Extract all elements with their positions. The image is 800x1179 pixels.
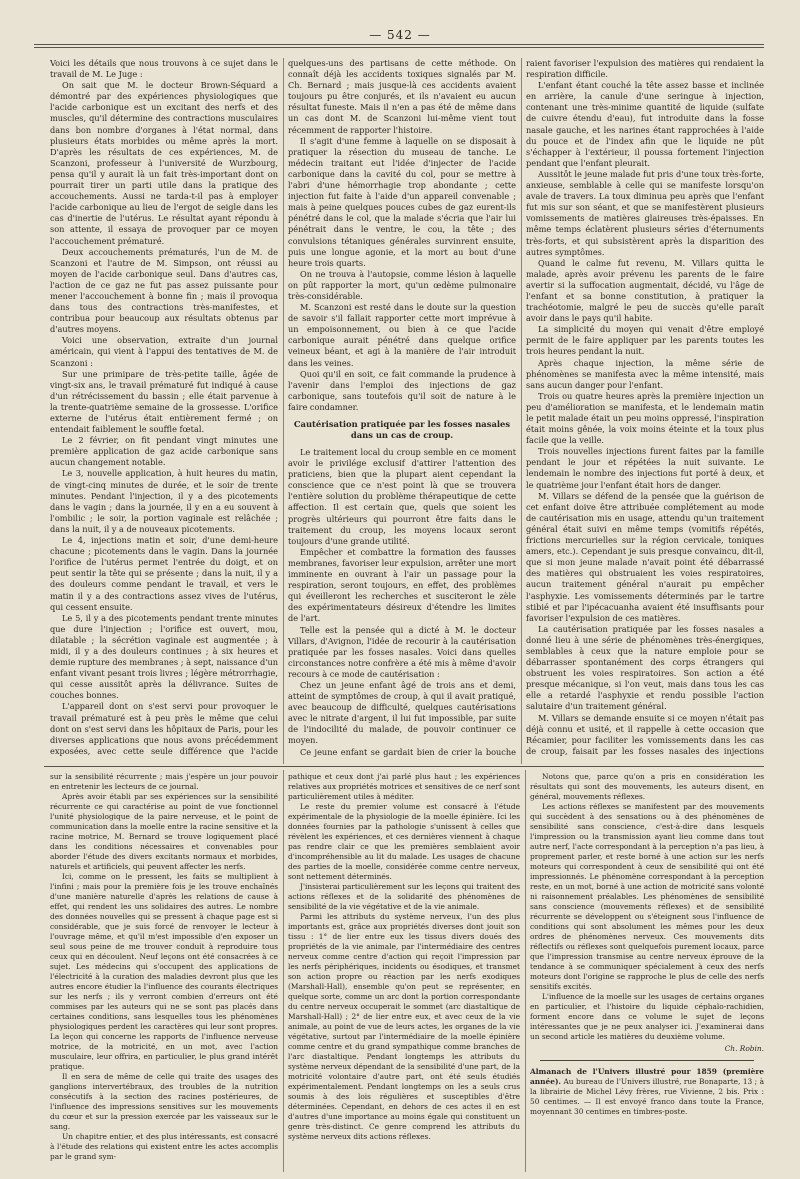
paragraph: quelques-uns des partisans de cette méthode. On connaît déjà les accidents toxiques signalés par M. Ch. Bernard ; mais jusque-là ces accidents avaient toujours pu être conjurés, et ils n'avaient eu aucun résultat funeste. Mais il n'en a pas été de même dans un cas dont M. de Scanzoni lui-même vient tout récemment de rapporter l'histoire.	[288, 58, 516, 135]
author-signature: Ch. Robin.	[724, 1044, 764, 1053]
column-divider	[521, 58, 522, 764]
paragraph: Trois ou quatre heures après la première injection un peu d'amélioration se manifesta, et le lendemain matin le petit malade était un peu moins oppressé, l'inspiration était moins gênée, la voix moins éteinte et la toux plus facile que la veille.	[526, 390, 764, 446]
feuilleton-rule	[44, 766, 764, 767]
column-6	[530, 772, 764, 1172]
paragraph: Le 5, il y a des picotements pendant trente minutes que dure l'injection ; l'orifice est ouvert, mou, dilatable ; la sécrétion vaginale est augmentée ; à midi, il y a des douleurs continues ; à six heures et demie rupture des membranes ; à sept, naissance d'un enfant vivant pesant trois livres ; légère métrorrhagie, qui cesse aussitôt après la délivrance. Suites de couches bonnes.	[50, 612, 278, 701]
paragraph: J'insisterai particulièrement sur les leçons qui traitent des actions réflexes et de la solidarité des phénomènes de sensibilité de la vie végétative et de la vie animale.	[288, 882, 520, 911]
paragraph: Après chaque injection, la même série de phénomènes se manifesta avec la même intensité, mais sans aucun danger pour l'enfant.	[526, 357, 764, 390]
paragraph: Le 3, nouvelle application, à huit heures du matin, de vingt-cinq minutes de durée, et le soir de trente minutes. Pendant l'injection, il y a des picotements dans le vagin ; dans la journée, il y en a eu souvent à l'ombilic ; le soir, la portion vaginale est relâchée ; dans la nuit, il y a de nouveaux picotements.	[50, 468, 278, 534]
paragraph: Après avoir établi par ses expériences sur la sensibilité récurrente ce qui caractérise au point de vue fonctionnel l'unité physiologique de la paire nerveuse, et le point de communication dans la moelle entre la racine sensitive et la racine motrice, M. Bernard se trouve logiquement placé dans les conditions nécessaires et convenables pour aborder l'étude des divers excitants normaux et morbides, naturels et artificiels, qui peuvent affecter les nerfs.	[50, 792, 278, 871]
paragraph: Sur une primipare de très-petite taille, âgée de vingt-six ans, le travail prématuré fut indiqué à cause d'un rétrécissement du bassin ; elle était parvenue à la trente-quatrième semaine de la grossesse. L'orifice externe de l'utérus était entièrement fermé ; on entendait faiblement le souffle fœtal.	[50, 368, 278, 435]
paragraph: raient favoriser l'expulsion des matières qui rendaient la respiration difficile.	[526, 58, 764, 80]
paragraph: Empêcher et combattre la formation des fausses membranes, favoriser leur expulsion, arrêter une mort imminente en ouvrant à l'air un passage pour la respiration, seront toujours, en effet, des problèmes qui éveilleront les recherches et susciteront le zèle des expérimentateurs désireux d'étendre les limites de l'art.	[288, 546, 516, 624]
paragraph: Deux accouchements prématurés, l'un de M. de Scanzoni et l'autre de M. Simpson, ont réussi au moyen de l'acide carbonique seul. Dans d'autres cas, l'action de ce gaz ne fut pas assez puissante pour mener l'accouchement à bonne fin ; mais il provoqua dans tous des contractions très-manifestes, et contribua pour beaucoup aux résultats obtenus par d'autres moyens.	[50, 246, 278, 335]
column-2	[288, 58, 516, 758]
paragraph: L'appareil dont on s'est servi pour provoquer le travail prématuré est à peu près le même que celui dont on s'est servi dans les hôpitaux de Paris, pour les diverses applications que nous avons précédemment exposées, avec cette seule différence que l'acide	[50, 701, 278, 756]
paragraph: Chez un jeune enfant âgé de trois ans et demi, atteint de symptômes de croup, à qui il avait pratiqué, avec beaucoup de difficulté, quelques cautérisations avec le nitrate d'argent, il lui fut impossible, par suite de l'indocilité du malade, de pouvoir continuer ce moyen.	[288, 679, 516, 746]
paragraph: Parmi les attributs du système nerveux, l'un des plus importants est, grâce aux propriétés diverses dont jouit son tissu : 1° de lier entre eux les tissus divers doués des propriétés de la vie animale, par l'intermédiaire des centres nerveux comme centre d'action qui reçoit l'impression par les nerfs périphériques, incidents ou ésodiques, et transmet son action propre ou réaction par les nerfs exodiques (Marshall-Hall), ensemble qu'on peut se représenter, en quelque sorte, comme un arc dont la portion correspondante du centre nerveux occuperait le sommet (arc diastaltique de Marshall-Hall) ; 2° de lier entre eux, et avec ceux de la vie animale, au point de vue de leurs actes, les organes de la vie végétative, surtout par l'intermédiaire de la moelle épinière comme centre et du grand sympathique comme branches de l'arc diastaltique. Pendant longtemps les attributs du système nerveux dépendant de la sensibilité d'une part, de la motricité volontaire d'autre part, ont été seuls étudiés expérimentalement. Pendant longtemps on les a seuls crus soumis à des lois régulières et susceptibles d'être déterminées. Cependant, en dehors de ces actes il en est d'autres d'une importance au moins égale qui constituent un genre très-distinct. Ce genre comprend les attributs du système nerveux dits actions réflexes.	[288, 912, 520, 1141]
paragraph: Notons que, parce qu'on a pris en considération les résultats qui sont des mouvements, les auteurs disent, en général, mouvements réflexes.	[530, 772, 764, 801]
paragraph: Le traitement local du croup semble en ce moment avoir le privilége exclusif d'attirer l'attention des praticiens, bien que la plupart aient cependant la conscience que ce n'est point là que se trouvera l'entière solution du problème thérapeutique de cette affection. Il est certain que, quels que soient les progrès ultérieurs qui pourront être faits dans le traitement du croup, les moyens locaux seront toujours d'une grande utilité.	[288, 447, 516, 546]
almanach-title: Almanach de l'Univers illustré pour 1859 (première année).	[530, 1067, 764, 1086]
paragraph: Il s'agit d'une femme à laquelle on se disposait à pratiquer la résection du museau de tanche. Le médecin traitant eut l'idée d'injecter de l'acide carbonique dans la cavité du col, pour se mettre à l'abri d'une hémorrhagie trop abondante ; cette injection fut faite à l'aide d'un appareil convenable ; mais à peine quelques pouces cubes de gaz eurent-ils pénétré dans le col, que la malade s'écria que l'air lui pénétrait dans le ventre, le cou, la tête ; des convulsions tétaniques générales survinrent ensuite, puis une longue agonie, et la mort au bout d'une heure trois quarts.	[288, 135, 516, 268]
paragraph: La cautérisation pratiquée par les fosses nasales a donné lieu à une série de phénomènes très-énergiques, semblables à ceux que la nature emploie pour se débarrasser spontanément des corps étrangers qui obstruent les voies respiratoires. Son action a été presque mécanique, si l'on veut, mais dans tous les cas elle a retardé l'asphyxie et rendu possible l'action salutaire d'un traitement général.	[526, 623, 764, 712]
paragraph: Un chapitre entier, et des plus intéressants, est consacré à l'étude des relations qui existent entre les actes accomplis par le grand sym-	[50, 1132, 278, 1161]
paragraph: Trois nouvelles injections furent faites par la famille pendant le jour et répétées la nuit suivante. Le lendemain le nombre des injections fut porté à deux, et le quatrième jour l'enfant était hors de danger.	[526, 446, 764, 490]
section-heading: Cautérisation pratiquée par les fosses nasales dans un cas de croup.	[293, 419, 511, 440]
header-rule	[34, 44, 764, 45]
paragraph: L'influence de la moelle sur les usages de certains organes en particulier, et l'histoire du liquide céphalo-rachidien, forment encore dans ce volume le sujet de leçons intéressantes que je ne peux analyser ici. J'examinerai dans un second article les matières du deuxième volume.	[530, 992, 764, 1041]
paragraph: sur la sensibilité récurrente ; mais j'espère un jour pouvoir en entretenir les lecteurs de ce journal.	[50, 772, 278, 791]
paragraph: Le 2 février, on fit pendant vingt minutes une première application de gaz acide carbonique sans aucun changement notable.	[50, 435, 278, 468]
paragraph: Voici une observation, extraite d'un journal américain, qui vient à l'appui des tentatives de M. de Scanzoni :	[50, 335, 278, 368]
page-number: — 542 —	[369, 28, 431, 42]
ornament-rule	[540, 1060, 754, 1061]
almanach-body: Au bureau de l'Univers illustré, rue Bonaparte, 13 ; à la librairie de Michel Lévy frères, rue Vivienne, 2 bis. Prix : 50 centimes. — Il est envoyé franco dans toute la France, moyennant 30 centimes en timbres-poste.	[530, 1077, 764, 1116]
paragraph: M. Scanzoni est resté dans le doute sur la question de savoir s'il fallait rapporter cette mort imprévue à un empoisonnement, ou bien à ce que l'acide carbonique aurait pénétré dans quelque orifice veineux béant, et agi à la manière de l'air introduit dans les veines.	[288, 302, 516, 368]
paragraph: pathique et ceux dont j'ai parlé plus haut ; les expériences relatives aux propriétés motrices et sensitives de ce nerf sont particulièrement utiles à méditer.	[288, 772, 520, 801]
paragraph: Aussitôt le jeune malade fut pris d'une toux très-forte, anxieuse, semblable à celle qui se manifeste lorsqu'on avale de travers. La toux diminua peu après que l'enfant fut mis sur son séant, et que se manifestèrent plusieurs vomissements de matières glaireuses très-épaisses. En même temps éclatèrent plusieurs séries d'éternuments très-forts, et qui subsistèrent après la disparition des autres symptômes.	[526, 168, 764, 257]
paragraph: On sait que M. le docteur Brown-Séquard a démontré par des expériences physiologiques que l'acide carbonique est un excitant des nerfs et des muscles, qu'il détermine des contractions musculaires dans bon nombre d'organes à l'état normal, dans plusieurs états morbides ou même après la mort. D'après les résultats de ces expériences, M. de Scanzoni, professeur à l'université de Wurzbourg, pensa qu'il y aurait là un fait très-important dont on pourrait tirer un parti utile dans la pratique des accouchements. Aussi ne tarda-t-il pas à employer l'acide carbonique au lieu de l'ergot de seigle dans les cas d'inertie de l'utérus. Le résultat ayant répondu à son attente, il essaya de provoquer par ce moyen l'accouchement prématuré.	[50, 80, 278, 246]
paragraph: Le 4, injections matin et soir, d'une demi-heure chacune ; picotements dans le vagin. Dans la journée l'orifice de l'utérus permet l'entrée du doigt, et on peut sentir la tête qui se présente ; dans la nuit, il y a des douleurs comme pendant le travail, et vers le matin il y a des contractions assez vives de l'utérus, qui cessent ensuite.	[50, 535, 278, 612]
paragraph: L'enfant étant couché la tête assez basse et inclinée en arrière, la canule d'une seringue à injection, contenant une très-minime quantité de liquide (sulfate de cuivre étendu d'eau), fut introduite dans la fosse nasale gauche, et les narines étant rapprochées à l'aide du pouce et de l'index afin que le liquide ne pût s'échapper à l'extérieur, il poussa fortement l'injection pendant que l'enfant pleurait.	[526, 80, 764, 168]
paragraph: M. Villars se défend de la pensée que la guérison de cet enfant doive être attribuée complétement au mode de cautérisation mis en usage, attendu qu'un traitement général était suivi en même temps (vomitifs répétés, frictions mercurielles sur la région cervicale, toniques amers, etc.). Cependant je suis presque convaincu, dit-il, que si mon jeune malade n'avait point été débarrassé des matières qui obstruaient les voies respiratoires, aucun traitement général n'aurait pu empêcher l'asphyxie. Les vomissements déterminés par le tartre stibié et par l'ipécacuanha avaient été insuffisants pour favoriser l'expulsion de ces matières.	[526, 490, 764, 623]
paragraph: Quand le calme fut revenu, M. Villars quitta le malade, après avoir prévenu les parents de le faire avertir si la suffocation augmentait, décidé, vu l'âge de l'enfant et sa bonne constitution, à pratiquer la trachéotomie, malgré le peu de succès qu'elle paraît avoir dans le pays qu'il habite.	[526, 257, 764, 324]
column-3	[526, 58, 764, 758]
paragraph: Il en sera de même de celle qui traite des usages des ganglions intervertébraux, des troubles de la nutrition consécutifs à la section des racines postérieures, de l'influence des impressions sensitives sur les mouvements du cœur et sur la pression exercée par les vaisseaux sur le sang.	[50, 1072, 278, 1131]
paragraph: On ne trouva à l'autopsie, comme lésion à laquelle on pût rapporter la mort, qu'un œdème pulmonaire très-considérable.	[288, 268, 516, 301]
column-divider	[283, 770, 284, 1172]
header-rule-double	[34, 47, 764, 48]
column-4	[50, 772, 278, 1172]
paragraph: Ici, comme on le pressent, les faits se multiplient à l'infini ; mais pour la première fois je les trouve enchaînés d'une manière naturelle d'après les relations de cause à effet, qui rendent les uns solidaires des autres. Le nombre des données nouvelles qui se pressent à chaque page est si considérable, que je suis forcé de renvoyer le lecteur à l'ouvrage même, et qu'il m'est impossible d'en exposer un seul sous peine de me trouver conduit à reproduire tous ceux qui en découlent. Neuf leçons ont été consacrées à ce sujet. Les médecins qui s'occupent des applications de l'électricité à la curation des maladies devront plus que les autres encore étudier la l'influence des courants électriques sur les nerfs ; ils y verront combien d'erreurs ont été commises par les auteurs qui ne se sont pas placés dans certaines conditions, sans lesquelles tous les phénomènes physiologiques perdent les caractères qui leur sont propres. La leçon qui concerne les rapports de l'influence nerveuse motrice, de la motricité, en un mot, avec l'action musculaire, leur offrira, en particulier, le plus grand intérêt pratique.	[50, 872, 278, 1071]
paragraph: Le reste du premier volume est consacré à l'étude expérimentale de la physiologie de la moelle épinière. Ici les données fournies par la pathologie s'unissent à celles que révèlent les expériences, et ces dernières viennent à chaque pas rendre clair ce que les premières semblaient avoir d'incompréhensible au lit du malade. Les usages de chacune des parties de la moelle, considérée comme centre nerveux, sont nettement déterminés.	[288, 802, 520, 881]
paragraph: Voici les détails que nous trouvons à ce sujet dans le travail de M. Le Juge :	[50, 58, 278, 80]
column-divider	[283, 58, 284, 764]
paragraph: Les actions réflexes se manifestent par des mouvements qui succèdent à des sensations ou à des phénomènes de sensibilité sans conscience, c'est-à-dire dans lesquels l'impression ou la transmission ayant lieu comme dans tout autre nerf, l'acte correspondant à la perception n'a pas lieu, à proprement parler, et reste borné à une action sur les nerfs moteurs qui correspondent à ceux de sensibilité qui ont été impressionnés. Le phénomène correspondant à la perception reste, en un mot, borné à une action de motricité sans volonté ni raisonnement préalables. Les phénomènes de sensibilité sans conscience (mouvements réflexes) et de sensibilité récurrente se développent ou s'éteignent sous l'influence de conditions qui sont absolument les mêmes pour les deux ordres de phénomènes nerveux. Ces mouvements dits réflectifs ou réflexes sont quelquefois purement locaux, parce que l'impression transmise au centre nerveux éprouve de la tendance à se communiquer spécialement à ceux des nerfs moteurs dont l'origine se rapproche le plus de celle des nerfs sensitifs excités.	[530, 802, 764, 991]
paragraph: Telle est la pensée qui a dicté à M. le docteur Villars, d'Avignon, l'idée de recourir à la cautérisation pratiquée par les fosses nasales. Voici dans quelles circonstances notre confrère a été mis à même d'avoir recours à ce mode de cautérisation :	[288, 624, 516, 679]
column-1	[50, 58, 278, 758]
paragraph: Ce jeune enfant se gardait bien de crier la bouche	[300, 746, 516, 757]
column-5	[288, 772, 520, 1172]
paragraph: Quoi qu'il en soit, ce fait commande la prudence à l'avenir dans l'emploi des injections de gaz carbonique, sans toutefois qu'il soit de nature à le faire condamner.	[288, 368, 516, 412]
paragraph: M. Villars se demande ensuite si ce moyen n'était pas déjà connu et usité, et il rappelle à cette occasion que Récamier, pour faciliter les vomissements dans les cas de croup, faisait par les fosses nasales des injections	[526, 712, 764, 756]
column-divider	[525, 770, 526, 1172]
paragraph: La simplicité du moyen qui venait d'être employé permit de le faire appliquer par les parents toutes les trois heures pendant la nuit.	[526, 324, 764, 357]
almanach-notice	[530, 1067, 764, 1117]
